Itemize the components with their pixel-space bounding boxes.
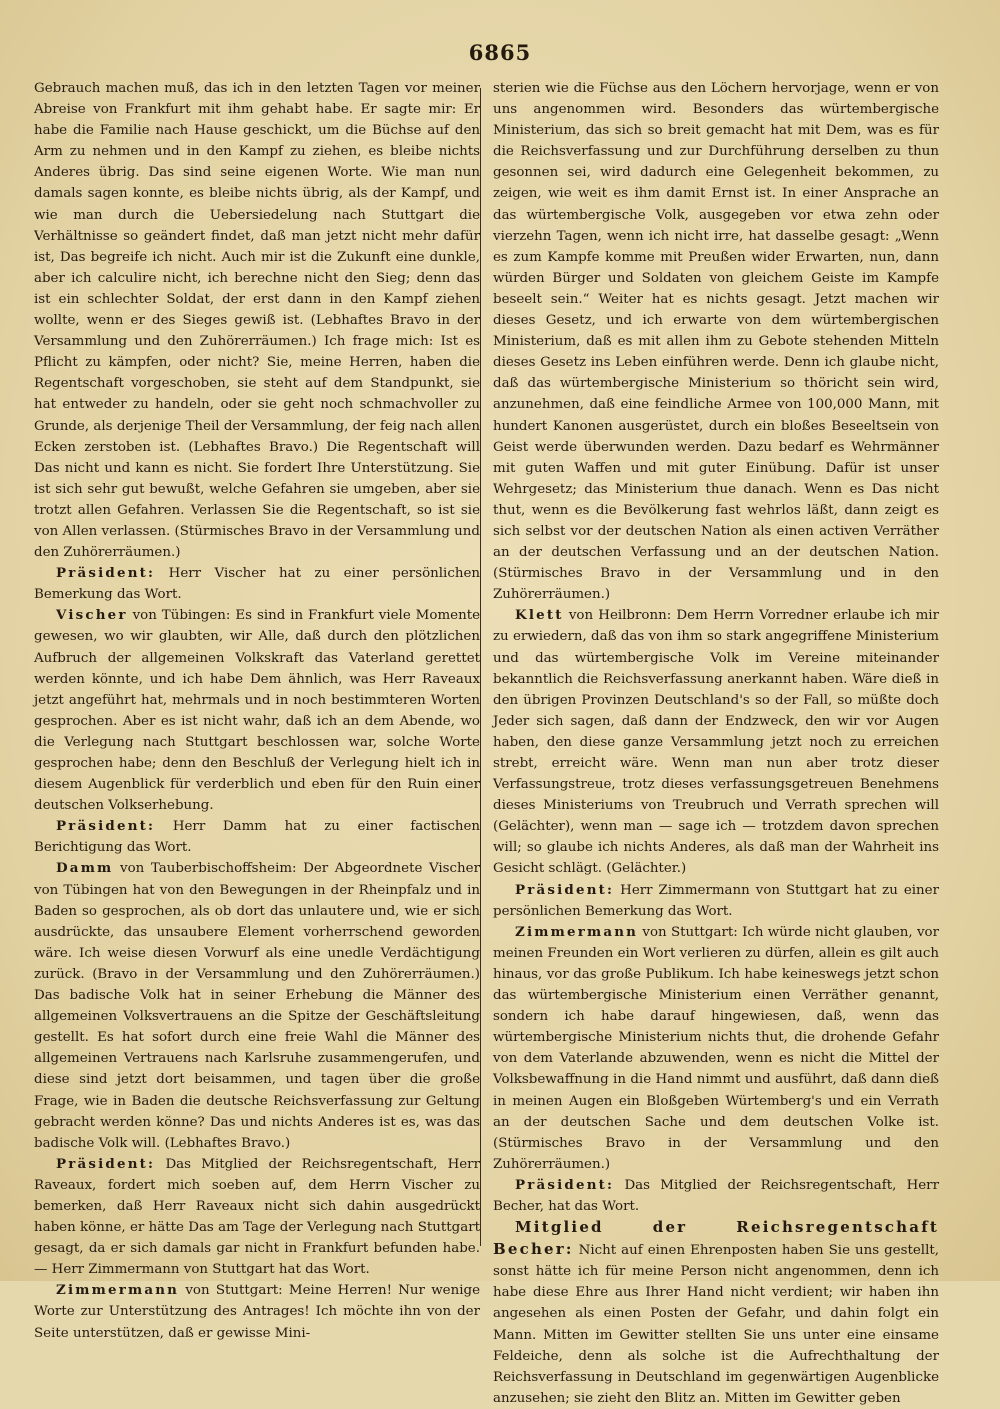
speaker-name: Zimmermann (515, 923, 639, 940)
paragraph-text: Herr Vischer hat zu einer persönlichen Bemerkung das Wort. (34, 566, 480, 603)
paragraph-text: Gebrauch machen muß, das ich in den letzten Tagen vor meiner Abreise von Frankfurt mit ihm gehabt habe. Er sagte mir: Er habe die Familie nach Hause geschickt, um die Büchse auf den Arm zu nehmen und in den Kampf zu ziehen, es bleibe nichts Anderes übrig. Das sind seine eigenen Worte. Wie man nun damals sagen konnte, es bleibe nichts übrig, als der Kampf, und wie man durch die Uebersiedelung nach Stuttgart die Verhältnisse so geändert findet, daß man jetzt nicht mehr dafür ist, Das begreife ich nicht. Auch mir ist die Zukunft eine dunkle, aber ich calculire nicht, ich berechne nicht den Sieg; denn das ist ein schlechter Soldat, der erst dann in den Kampf ziehen wollte, wenn er des Sieges gewiß ist. (Lebhaftes Bravo in der Versammlung und den Zuhörerräumen.) Ich frage mich: Ist es Pflicht zu kämpfen, oder nicht? Sie, meine Herren, haben die Regentschaft vorgeschoben, sie steht auf dem Standpunkt, sie hat entweder zu handeln, oder sie geht noch schmachvoller zu Grunde, als derjenige Theil der Versammlung, der feig nach allen Ecken zerstoben ist. (Lebhaftes Bravo.) Die Regentschaft will Das nicht und kann es nicht. Sie fordert Ihre Unterstützung. Sie ist sich sehr gut bewußt, welche Gefahren sie umgeben, aber sie trotzt allen Gefahren. Verlassen Sie die Regentschaft, so ist sie von Allen verlassen. (Stürmisches Bravo in der Versammlung und den Zuhörerräumen.) (34, 81, 480, 561)
speaker-name: Präsident: (56, 818, 156, 835)
column-divider (480, 88, 481, 1246)
paragraph-text: Herr Damm hat zu einer factischen Berichtigung das Wort. (34, 819, 480, 856)
paragraph-text: Herr Zimmermann von Stuttgart hat zu einer persönlichen Bemerkung das Wort. (493, 882, 939, 919)
speaker-name: Präsident: (515, 1176, 615, 1193)
speaker-name: Klett (515, 607, 564, 624)
speaker-name: Präsident: (515, 881, 615, 898)
paragraph (34, 816, 480, 858)
right-column (493, 78, 939, 1406)
paragraph-text: sterien wie die Füchse aus den Löchern hervorjage, wenn er von uns angenommen wird. Besonders das würtembergische Ministerium, das sich so breit gemacht hat mit Dem, was es für die Reichsverfassung und zur Durchführung derselben zu thun gesonnen sei, wird dadurch eine Gelegenheit bekommen, zu zeigen, wie weit es ihm damit Ernst ist. In einer Ansprache an das würtembergische Volk, ausgegeben vor etwa zehn oder vierzehn Tagen, wenn ich nicht irre, hat dasselbe gesagt: „Wenn es zum Kampfe komme mit Preußen wider Erwarten, nun, dann würden Bürger und Soldaten von gleichem Geiste im Kampfe beseelt sein.“ Weiter hat es nichts gesagt. Jetzt machen wir dieses Gesetz, und ich erwarte von dem würtembergischen Ministerium, daß es mit allen ihm zu Gebote stehenden Mitteln dieses Gesetz ins Leben einführen werde. Denn ich glaube nicht, daß das würtembergische Ministerium so thöricht sein wird, anzunehmen, daß eine feindliche Armee von 100,000 Mann, mit hundert Kanonen ausgerüstet, durch ein bloßes Beseeltsein von Geist werde überwunden werden. Dazu bedarf es Wehrmänner mit guten Waffen und mit guter Einübung. Dafür ist unser Wehrgesetz; das Ministerium thue danach. Wenn es Das nicht thut, wenn es die Bevölkerung fast wehrlos läßt, dann zeigt es sich selbst vor der deutschen Nation als einen activen Verräther an der deutschen Verfassung und an der deutschen Nation. (Stürmisches Bravo in der Versammlung und in den Zuhörerräumen.) (493, 81, 939, 603)
speaker-name: Zimmermann (56, 1282, 180, 1299)
speaker-name: Vischer (56, 607, 128, 624)
paragraph (34, 78, 480, 563)
paragraph (34, 563, 480, 605)
paragraph-text: Das Mitglied der Reichsregentschaft, Herr Raveaux, fordert mich soeben auf, dem Herrn Vischer zu bemerken, daß Herr Raveaux nicht sich dahin ausgedrückt haben könne, er hätte Das am Tage der Verlegung nach Stuttgart gesagt, da er sich damals gar nicht in Frankfurt befunden habe. — Herr Zimmermann von Stuttgart hat das Wort. (34, 1156, 480, 1278)
paragraph-text: von Heilbronn: Dem Herrn Vorredner erlaube ich mir zu erwiedern, daß das von ihm so stark angegriffene Ministerium und das würtembergische Volk im Vereine miteinander bekanntlich die Reichsverfassung anerkannt haben. Wäre dieß in den übrigen Provinzen Deutschland's so der Fall, so müßte doch Jeder sich sagen, daß dann der Endzweck, den wir vor Augen haben, den diese ganze Versammlung jetzt noch zu erreichen strebt, erreicht wäre. Wenn man nun aber trotz dieser Verfassungstreue, trotz dieses verfassungsgetreuen Benehmens dieses Ministeriums von Treubruch und Verrath sprechen will (Gelächter), wenn man — sage ich — trotzdem davon sprechen will; so glaube ich nichts Anderes, als daß man der Wahrheit ins Gesicht schlägt. (Gelächter.) (493, 608, 939, 877)
paragraph (34, 1280, 480, 1343)
paragraph-text: von Tauberbischoffsheim: Der Abgeordnete Vischer von Tübingen hat von den Bewegungen in der Rheinpfalz und in Baden so gesprochen, als ob dort das unlautere und, wie er sich ausdrückte, das unsaubere Element vorherrschend geworden wäre. Ich weise diesen Vorwurf als eine unedle Verdächtigung zurück. (Bravo in der Versammlung und den Zuhörerräumen.) Das badische Volk hat in seiner Erhebung die Männer des allgemeinen Volksvertrauens an die Spitze der Geschäftsleitung gestellt. Es hat sofort durch eine freie Wahl die Männer des allgemeinen Vertrauens nach Karlsruhe zusammengerufen, und diese sind jetzt dort beisammen, und tagen über die große Frage, wie in Baden die deutsche Reichsverfassung zur Geltung gebracht werden könne? Das und nichts Anderes ist es, was das badische Volk will. (Lebhaftes Bravo.) (34, 861, 480, 1151)
speaker-name: Damm (56, 860, 114, 877)
paragraph (34, 858, 480, 1153)
paragraph-text: von Tübingen: Es sind in Frankfurt viele Momente gewesen, wo wir glaubten, wir Alle, daß durch den plötzlichen Aufbruch der allgemeinen Volkskraft das Vaterland gerettet werden könnte, und ich habe Dem ähnlich, was Herr Raveaux jetzt angeführt hat, mehrmals und in noch bestimmteren Worten gesprochen. Aber es ist nicht wahr, daß ich an dem Abende, wo die Verlegung nach Stuttgart beschlossen war, solche Worte gesprochen habe; denn den Beschluß der Verlegung hielt ich in diesem Augenblick für verderblich und eben für den Ruin einer deutschen Volkserhebung. (34, 608, 480, 814)
paragraph-text: von Stuttgart: Meine Herren! Nur wenige Worte zur Unterstützung des Antrages! Ich möchte ihn von der Seite unterstützen, daß er gewisse Mini- (34, 1283, 481, 1341)
paragraph-text: Das Mitglied der Reichsregentschaft, Herr Becher, hat das Wort. (493, 1177, 939, 1214)
left-column (34, 78, 481, 1341)
paragraph-text: von Stuttgart: Ich würde nicht glauben, vor meinen Freunden ein Wort verlieren zu dürfen, allein es gilt auch hinaus, vor das große Publikum. Ich habe keineswegs jetzt schon das würtembergische Ministerium einen Verräther genannt, sondern ich habe darauf hingewiesen, daß, wenn das würtembergische Ministerium nichts thut, die drohende Gefahr von dem Vaterlande abzuwenden, wenn es nicht die Mittel der Volksbewaffnung in die Hand nimmt und ausführt, daß dann dieß in meinen Augen ein Bloßgeben Würtemberg's und ein Verrath an der deutschen Sache und dem deutschen Volke ist. (Stürmisches Bravo in der Versammlung und den Zuhörerräumen.) (493, 924, 939, 1172)
speaker-name: Präsident: (56, 565, 156, 582)
paragraph (34, 605, 480, 816)
speaker-name: Mitglied der Reichsregentschaft Becher: (493, 1218, 939, 1259)
paragraph (493, 880, 939, 922)
paragraph (493, 605, 939, 879)
paragraph (493, 78, 939, 605)
paragraph (493, 1175, 939, 1217)
paragraph (493, 922, 939, 1175)
speaker-name: Präsident: (56, 1155, 156, 1172)
paragraph (34, 1154, 480, 1281)
paragraph (493, 1217, 939, 1409)
paragraph-text: Nicht auf einen Ehrenposten haben Sie uns gestellt, sonst hätte ich für meine Person nicht angenommen, denn ich habe diese Ehre aus Ihrer Hand nicht verdient; wir haben ihn angesehen als einen Posten der Gefahr, und dahin folgt ein Mann. Mitten im Gewitter stellten Sie uns unter eine einsame Feldeiche, denn als solche ist die Aufrechthaltung der Reichsverfassung in Deutschland im gegenwärtigen Augenblicke anzusehen; sie zieht den Blitz an. Mitten im Gewitter geben (493, 1243, 939, 1406)
page-number: 6865 (468, 40, 532, 65)
